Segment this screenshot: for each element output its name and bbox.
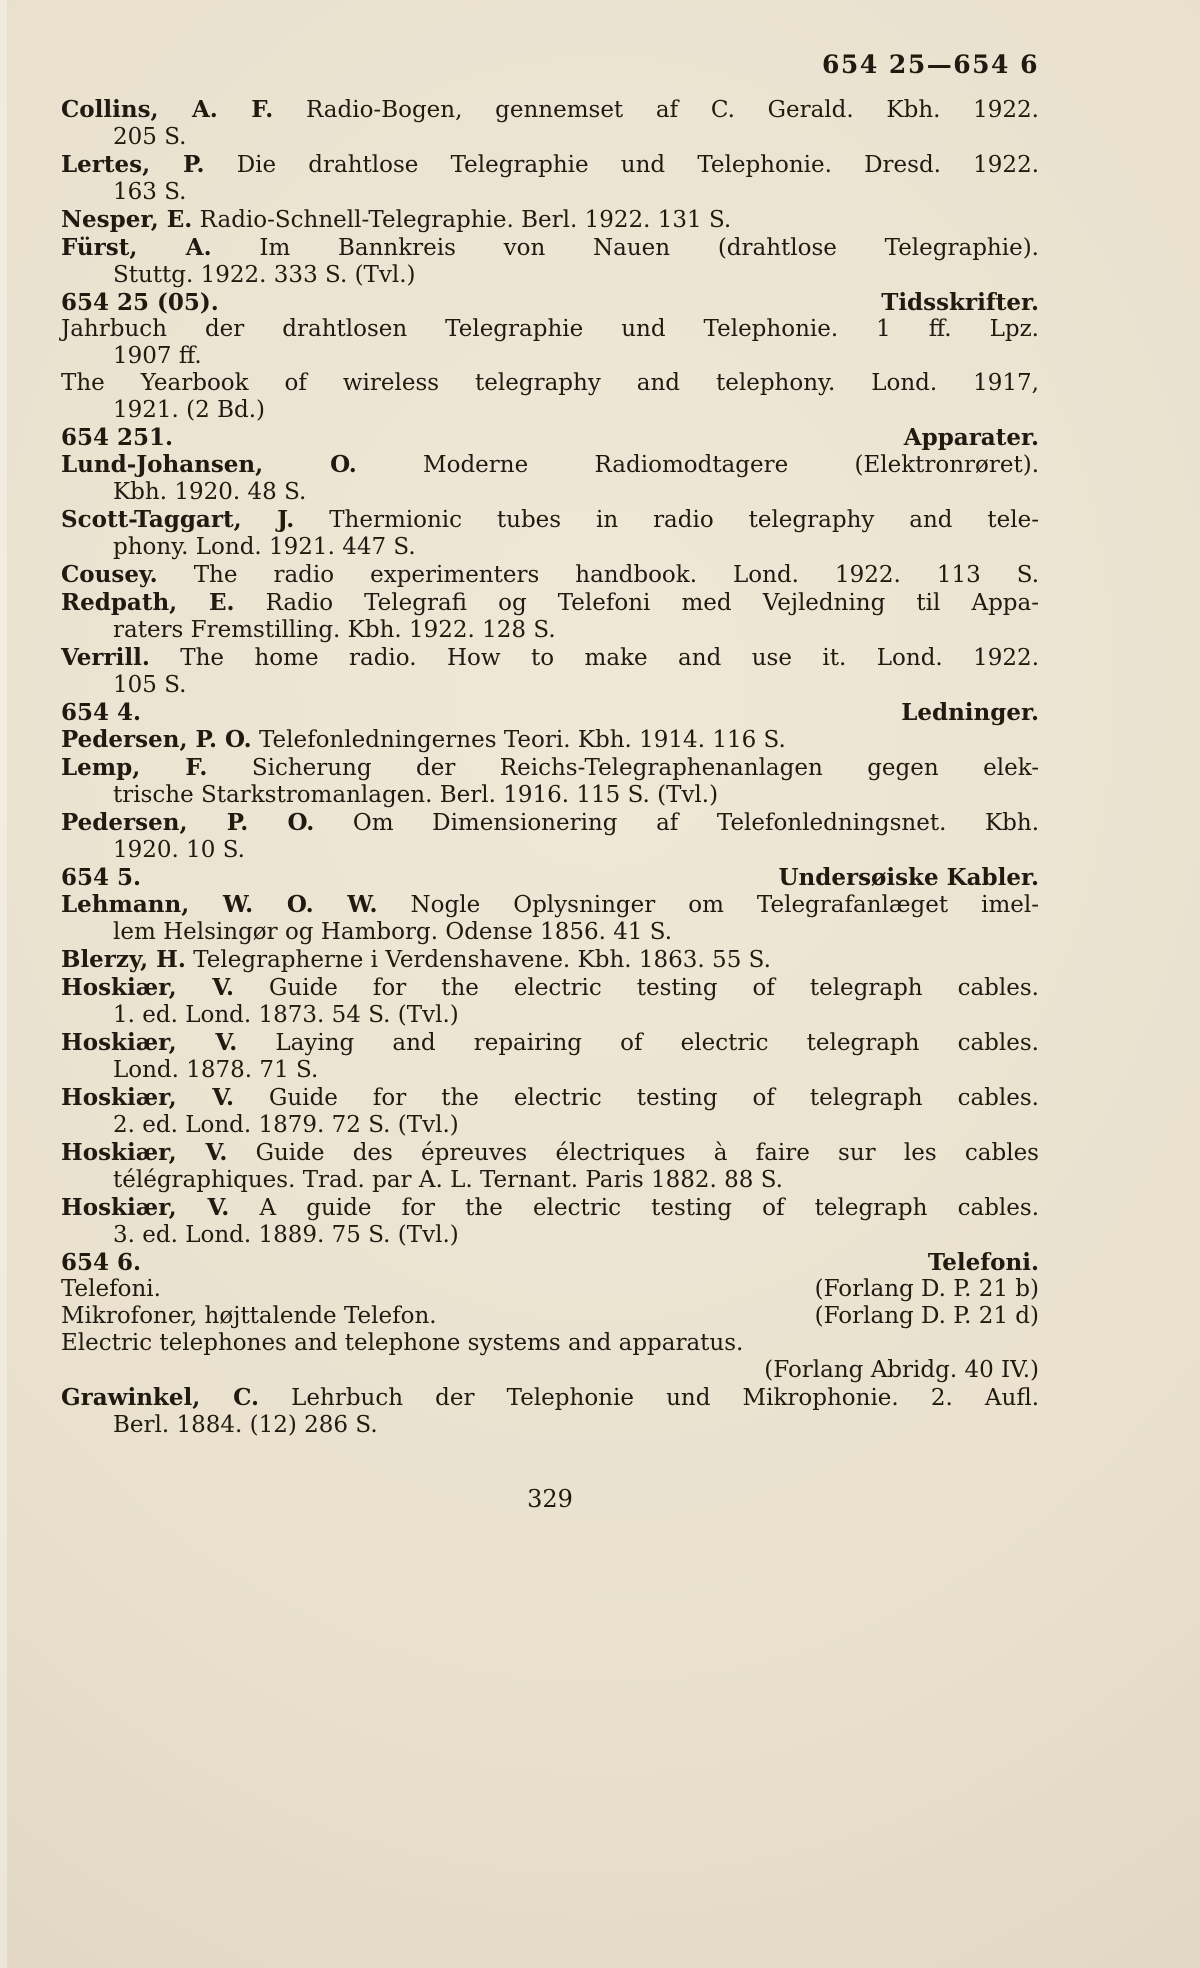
entry-author: Hoskiær, V. bbox=[61, 1139, 228, 1166]
entry-text: 163 S. bbox=[113, 179, 187, 205]
entry-continuation-line bbox=[61, 919, 1039, 946]
entry-text: Sicherung der Reichs-Telegraphenanlagen gegen elek- bbox=[251, 755, 1040, 781]
entry-text: trische Starkstromanlagen. Berl. 1916. 115 S. (Tvl.) bbox=[113, 782, 719, 808]
entry-continuation-line bbox=[61, 343, 1039, 370]
entry-text: 205 S. bbox=[113, 124, 187, 150]
entry-continuation-line bbox=[61, 672, 1039, 699]
entry-author: Fürst, A. bbox=[61, 234, 212, 261]
entry-author: Lemp, F. bbox=[61, 754, 208, 781]
entry-text: Im Bannkreis von Nauen (drahtlose Telegraphie). bbox=[259, 235, 1039, 261]
entry-text: raters Fremstilling. Kbh. 1922. 128 S. bbox=[113, 617, 556, 643]
entry-text: Moderne Radiomodtagere (Elektronrøret). bbox=[423, 452, 1040, 478]
xref-term: Mikrofoner, højttalende Telefon. bbox=[61, 1303, 437, 1329]
entry-first-line bbox=[61, 561, 1039, 589]
entry-author: Blerzy, H. bbox=[61, 946, 186, 973]
entry-first-line bbox=[61, 1384, 1039, 1412]
entry-first-line bbox=[61, 891, 1039, 919]
entry-text: Radio-Schnell-Telegraphie. Berl. 1922. 131 S. bbox=[199, 207, 732, 233]
entry-first-line bbox=[61, 1330, 1039, 1357]
entry-first-line bbox=[61, 96, 1039, 124]
entry-text: 1920. 10 S. bbox=[113, 837, 245, 863]
page-content bbox=[61, 50, 1039, 1513]
entry-first-line bbox=[61, 151, 1039, 179]
section-heading bbox=[61, 424, 1039, 451]
entry-text: Om Dimensionering af Telefonledningsnet. Kbh. bbox=[352, 810, 1040, 836]
entry-first-line bbox=[61, 370, 1039, 397]
entry-continuation-line bbox=[61, 262, 1039, 289]
entry-text: A guide for the electric testing of telegraph cables. bbox=[259, 1195, 1039, 1221]
entry-author: Scott-Taggart, J. bbox=[61, 506, 295, 533]
entry-author: Hoskiær, V. bbox=[61, 974, 235, 1001]
entry-first-line bbox=[61, 589, 1039, 617]
entry-first-line bbox=[61, 234, 1039, 262]
entry-text: 105 S. bbox=[113, 672, 187, 698]
entry-author: Collins, A. F. bbox=[61, 96, 274, 123]
section-heading bbox=[61, 864, 1039, 891]
xref-term: Telefoni. bbox=[61, 1276, 161, 1302]
entry-text: Radio Telegrafi og Telefoni med Vejledning til Appa- bbox=[265, 590, 1039, 616]
entry-text: Nogle Oplysninger om Telegrafanlæget imel- bbox=[410, 892, 1039, 918]
entry-text: Jahrbuch der drahtlosen Telegraphie und Telephonie. 1 ff. Lpz. bbox=[61, 316, 1039, 342]
entry-first-line bbox=[61, 316, 1039, 343]
entry-continuation-line bbox=[61, 1002, 1039, 1029]
section-number: 654 5. bbox=[61, 864, 142, 891]
section-number: 654 4. bbox=[61, 699, 142, 726]
xref-target: (Forlang D. P. 21 b) bbox=[814, 1276, 1039, 1302]
entry-continuation-line bbox=[61, 1167, 1039, 1194]
entry-first-line bbox=[61, 506, 1039, 534]
entry-continuation-line bbox=[61, 1057, 1039, 1084]
entry-text: The radio experimenters handbook. Lond. 1922. 113 S. bbox=[193, 562, 1039, 588]
entry-first-line bbox=[61, 1139, 1039, 1167]
entry-first-line bbox=[61, 754, 1039, 782]
entry-author: Nesper, E. bbox=[61, 206, 193, 233]
section-heading bbox=[61, 1249, 1039, 1276]
entry-first-line bbox=[61, 451, 1039, 479]
entry-text: Stuttg. 1922. 333 S. (Tvl.) bbox=[113, 262, 416, 288]
entry-first-line bbox=[61, 809, 1039, 837]
entry-text: Berl. 1884. (12) 286 S. bbox=[113, 1412, 378, 1438]
entry-text: lem Helsingør og Hamborg. Odense 1856. 41 S. bbox=[113, 919, 673, 945]
entry-author: Cousey. bbox=[61, 561, 158, 588]
section-number: 654 251. bbox=[61, 424, 174, 451]
entry-author: Pedersen, P. O. bbox=[61, 809, 315, 836]
entry-text: Guide for the electric testing of telegraph cables. bbox=[269, 1085, 1039, 1111]
section-title: Ledninger. bbox=[901, 699, 1039, 726]
entry-text: 1921. (2 Bd.) bbox=[113, 397, 265, 423]
section-number: 654 25 (05). bbox=[61, 289, 219, 316]
entry-text: The home radio. How to make and use it. Lond. 1922. bbox=[180, 645, 1040, 671]
entry-text: télégraphiques. Trad. par A. L. Ternant. Paris 1882. 88 S. bbox=[113, 1167, 783, 1193]
entry-continuation-line bbox=[61, 617, 1039, 644]
entry-text: Die drahtlose Telegraphie und Telephonie. Dresd. 1922. bbox=[236, 152, 1040, 178]
xref-target: (Forlang D. P. 21 d) bbox=[814, 1303, 1039, 1329]
entry-continuation-line bbox=[61, 1222, 1039, 1249]
entry-text: 2. ed. Lond. 1879. 72 S. (Tvl.) bbox=[113, 1112, 459, 1138]
entry-text: Telegrapherne i Verdenshavene. Kbh. 1863. 55 S. bbox=[193, 947, 771, 973]
entry-text: Kbh. 1920. 48 S. bbox=[113, 479, 307, 505]
entry-first-line bbox=[61, 644, 1039, 672]
entry-continuation-line bbox=[61, 397, 1039, 424]
entry-text: 1907 ff. bbox=[113, 343, 202, 369]
section-number: 654 6. bbox=[61, 1249, 142, 1276]
entry-first-line bbox=[61, 1029, 1039, 1057]
header-classmark: 654 25—654 6 bbox=[822, 50, 1039, 79]
section-title: Apparater. bbox=[903, 424, 1039, 451]
section-heading bbox=[61, 289, 1039, 316]
entry-first-line bbox=[61, 1084, 1039, 1112]
entry-text: Radio-Bogen, gennemset af C. Gerald. Kbh. 1922. bbox=[305, 97, 1039, 123]
entry-text: Laying and repairing of electric telegraph cables. bbox=[275, 1030, 1039, 1056]
entry-author: Lehmann, W. O. W. bbox=[61, 891, 378, 918]
entry-text: 1. ed. Lond. 1873. 54 S. (Tvl.) bbox=[113, 1002, 459, 1028]
entry-author: Redpath, E. bbox=[61, 589, 235, 616]
entry-continuation-line bbox=[61, 479, 1039, 506]
entry-first-line bbox=[61, 726, 1039, 754]
page-number: 329 bbox=[527, 1485, 573, 1513]
entry-author: Pedersen, P. O. bbox=[61, 726, 252, 753]
entry-author: Lertes, P. bbox=[61, 151, 205, 178]
entry-text: The Yearbook of wireless telegraphy and telephony. Lond. 1917, bbox=[61, 370, 1039, 396]
entry-author: Lund-Johansen, O. bbox=[61, 451, 357, 478]
entry-continuation-line bbox=[61, 782, 1039, 809]
entry-text: Thermionic tubes in radio telegraphy and tele- bbox=[329, 507, 1040, 533]
entry-text: Guide des épreuves électriques à faire sur les cables bbox=[255, 1140, 1039, 1166]
entry-author: Grawinkel, C. bbox=[61, 1384, 259, 1411]
entry-text: Lehrbuch der Telephonie und Mikrophonie. 2. Aufl. bbox=[291, 1385, 1040, 1411]
entry-first-line bbox=[61, 1194, 1039, 1222]
entry-first-line bbox=[61, 206, 1039, 234]
section-title: Telefoni. bbox=[927, 1249, 1039, 1276]
entry-continuation-line bbox=[61, 179, 1039, 206]
entry-continuation-line bbox=[61, 1412, 1039, 1439]
entry-continuation-line bbox=[61, 837, 1039, 864]
cross-reference-target: (Forlang Abridg. 40 IV.) bbox=[764, 1357, 1039, 1383]
entry-author: Hoskiær, V. bbox=[61, 1029, 238, 1056]
entry-text: phony. Lond. 1921. 447 S. bbox=[113, 534, 416, 560]
section-heading bbox=[61, 699, 1039, 726]
cross-reference-line bbox=[61, 1303, 1039, 1330]
cross-reference-line bbox=[61, 1276, 1039, 1303]
page-header bbox=[61, 50, 1039, 80]
section-title: Tidsskrifter. bbox=[881, 289, 1039, 316]
entry-author: Verrill. bbox=[61, 644, 150, 671]
entry-continuation-line bbox=[61, 534, 1039, 561]
entry-first-line bbox=[61, 946, 1039, 974]
entry-text: Lond. 1878. 71 S. bbox=[113, 1057, 319, 1083]
entry-text: Electric telephones and telephone systems and apparatus. bbox=[61, 1330, 744, 1356]
entry-author: Hoskiær, V. bbox=[61, 1194, 230, 1221]
entry-continuation-line bbox=[61, 1112, 1039, 1139]
bibliography-lines bbox=[61, 96, 1039, 1439]
entry-text: 3. ed. Lond. 1889. 75 S. (Tvl.) bbox=[113, 1222, 459, 1248]
entry-author: Hoskiær, V. bbox=[61, 1084, 235, 1111]
section-title: Undersøiske Kabler. bbox=[778, 864, 1039, 891]
entry-first-line bbox=[61, 974, 1039, 1002]
entry-continuation-line bbox=[61, 124, 1039, 151]
entry-text: Telefonledningernes Teori. Kbh. 1914. 116 S. bbox=[258, 727, 786, 753]
entry-text: Guide for the electric testing of telegraph cables. bbox=[269, 975, 1039, 1001]
